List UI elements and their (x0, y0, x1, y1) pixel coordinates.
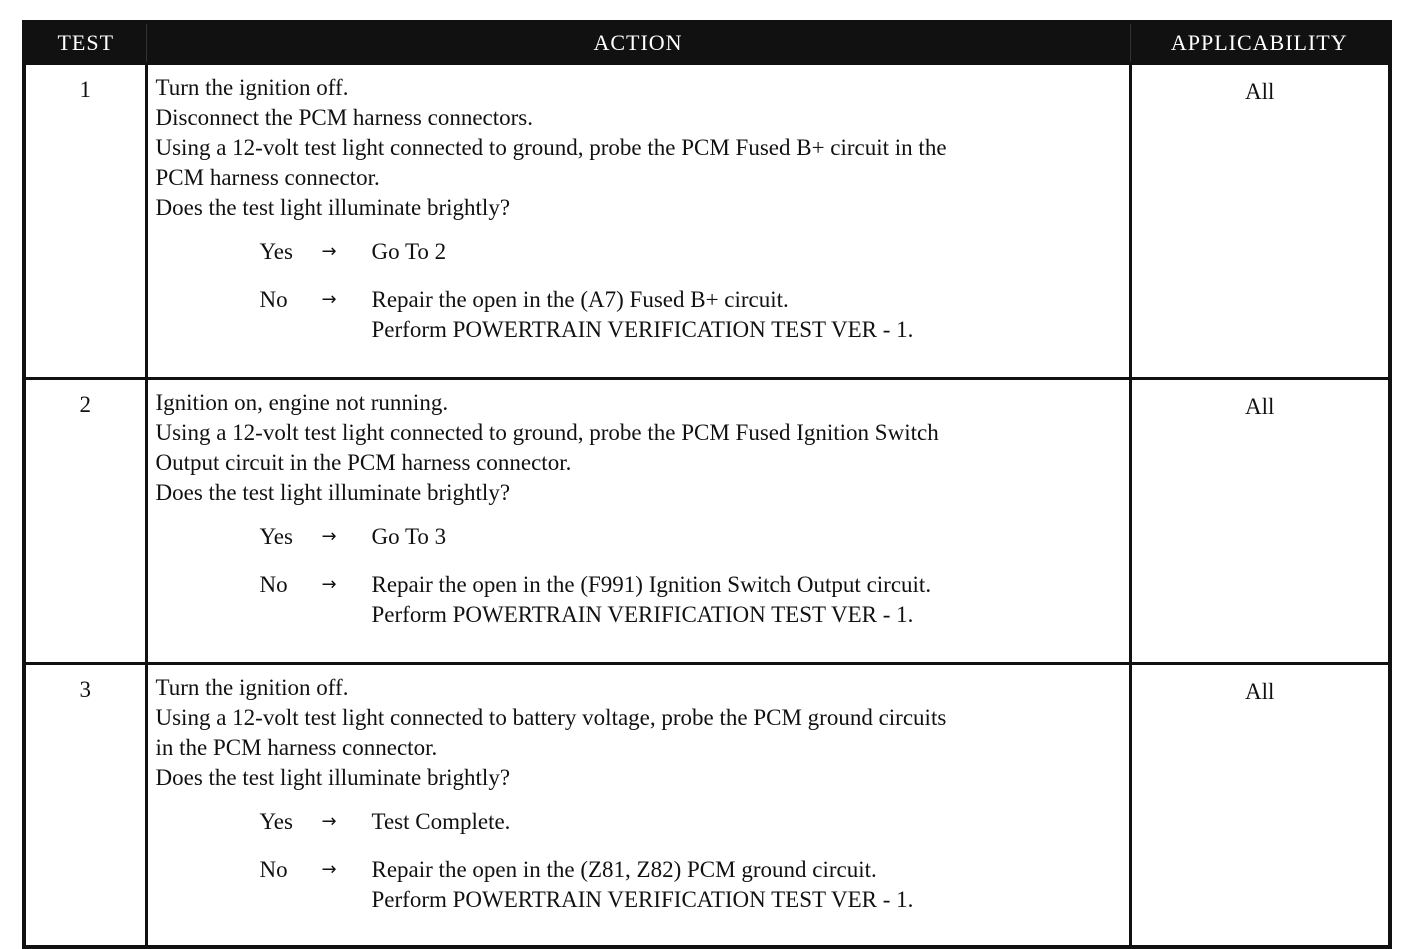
no-result (372, 570, 1123, 630)
header-test: TEST (24, 22, 146, 64)
action-line: PCM harness connector. (155, 165, 380, 190)
action-line: Disconnect the PCM harness connectors. (155, 105, 534, 130)
action-cell (146, 379, 1130, 664)
no-result-line: Repair the open in the (F991) Ignition Switch Output circuit. (371, 572, 932, 597)
action-line: Output circuit in the PCM harness connector. (155, 450, 572, 475)
applicability-cell: All (1130, 64, 1390, 379)
test-row-1 (24, 64, 1390, 379)
no-label: No (259, 287, 288, 312)
result-branches (260, 237, 1123, 345)
test-number: 2 (24, 379, 146, 664)
action-line: Using a 12-volt test light connected to ground, probe the PCM Fused B+ circuit in the (155, 135, 947, 160)
yes-label: Yes (259, 239, 293, 264)
action-question: Does the test light illuminate brightly? (155, 480, 511, 505)
test-row-2 (24, 379, 1390, 664)
no-branch (260, 855, 1123, 915)
arrow-right-icon: → (321, 289, 337, 310)
action-line: in the PCM harness connector. (155, 735, 438, 760)
yes-branch (260, 807, 1123, 837)
table-header (24, 22, 1390, 64)
test-row-3 (24, 664, 1390, 948)
no-result-line: Perform POWERTRAIN VERIFICATION TEST VER - 1. (371, 317, 914, 342)
action-line: Turn the ignition off. (155, 75, 349, 100)
yes-branch (260, 522, 1123, 552)
arrow-right-icon: → (321, 574, 337, 595)
yes-result: Go To 2 (371, 239, 447, 264)
yes-label: Yes (259, 524, 293, 549)
no-branch (260, 570, 1123, 630)
arrow-right-icon: → (321, 811, 337, 832)
header-applicability: APPLICABILITY (1130, 22, 1390, 64)
result-branches (260, 807, 1123, 915)
no-label: No (259, 572, 288, 597)
action-cell (146, 64, 1130, 379)
no-result-line: Perform POWERTRAIN VERIFICATION TEST VER - 1. (371, 887, 914, 912)
action-question: Does the test light illuminate brightly? (155, 195, 511, 220)
action-line: Ignition on, engine not running. (155, 390, 449, 415)
no-branch (260, 285, 1123, 345)
action-question: Does the test light illuminate brightly? (155, 765, 511, 790)
arrow-right-icon: → (321, 859, 337, 880)
header-action: ACTION (146, 22, 1130, 64)
action-cell (146, 664, 1130, 948)
result-branches (260, 522, 1123, 630)
yes-result: Test Complete. (371, 809, 511, 834)
action-line: Turn the ignition off. (155, 675, 349, 700)
applicability-cell: All (1130, 379, 1390, 664)
yes-label: Yes (259, 809, 293, 834)
no-result (372, 855, 1123, 915)
no-result-line: Repair the open in the (Z81, Z82) PCM ground circuit. (371, 857, 877, 882)
action-line: Using a 12-volt test light connected to ground, probe the PCM Fused Ignition Switch (155, 420, 939, 445)
applicability-cell: All (1130, 664, 1390, 948)
yes-result: Go To 3 (371, 524, 447, 549)
header-row (24, 22, 1390, 64)
no-result (372, 285, 1123, 345)
test-number: 1 (24, 64, 146, 379)
arrow-right-icon: → (321, 526, 337, 547)
no-result-line: Perform POWERTRAIN VERIFICATION TEST VER - 1. (371, 602, 914, 627)
action-line: Using a 12-volt test light connected to battery voltage, probe the PCM ground circuits (155, 705, 947, 730)
no-label: No (259, 857, 288, 882)
no-result-line: Repair the open in the (A7) Fused B+ circuit. (371, 287, 789, 312)
test-number: 3 (24, 664, 146, 948)
yes-branch (260, 237, 1123, 267)
arrow-right-icon: → (321, 241, 337, 262)
diagnostic-test-table (22, 20, 1392, 949)
